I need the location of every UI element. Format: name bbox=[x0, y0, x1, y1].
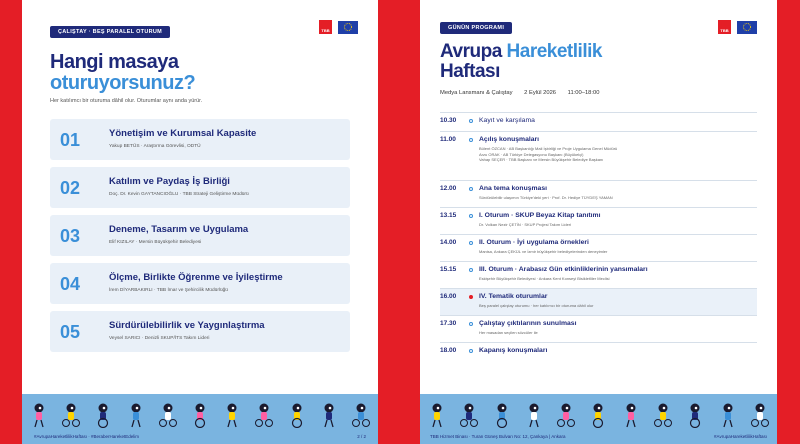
pedestrian-icon bbox=[30, 402, 48, 428]
agenda-list bbox=[440, 112, 757, 360]
event-type: Medya Lansmanı & Çalıştay bbox=[440, 90, 513, 96]
pedestrian-icon bbox=[428, 402, 446, 428]
pedestrian-icon bbox=[223, 402, 241, 428]
event-title bbox=[440, 42, 602, 82]
agenda-detail: Manisa, Ankara ÇEKÜL ve İzmir büyükşehir belediyelerinden deneyimler bbox=[479, 249, 608, 254]
tbb-logo: TBB bbox=[319, 20, 332, 34]
session-number: 04 bbox=[60, 274, 81, 294]
agenda-bullet-icon bbox=[469, 119, 473, 123]
eu-flag-logo bbox=[338, 21, 358, 34]
session-title: Yönetişim ve Kurumsal Kapasite bbox=[109, 128, 257, 139]
title-word-1: Avrupa bbox=[440, 41, 502, 62]
agenda-bullet-icon bbox=[469, 214, 473, 218]
agenda-bullet-icon bbox=[469, 268, 473, 272]
cyclist-icon bbox=[159, 402, 177, 428]
pedestrian-icon bbox=[622, 402, 640, 428]
agenda-title: II. Oturum · İyi uygulama örnekleri bbox=[479, 239, 589, 246]
agenda-bullet-icon bbox=[469, 138, 473, 142]
cyclist-icon bbox=[460, 402, 478, 428]
agenda-bullet-icon bbox=[469, 241, 473, 245]
venue-address: TBB Hizmet Binası · Turan Güneş Bulvarı No: 12, Çankaya | Ankara bbox=[430, 434, 566, 439]
session-card bbox=[50, 263, 350, 304]
agenda-bullet-icon bbox=[469, 322, 473, 326]
session-moderator: Yakup BETÜS · Araştırma Görevlisi, ODTÜ bbox=[109, 144, 201, 149]
agenda-time: 17.30 bbox=[440, 320, 457, 327]
agenda-row bbox=[440, 180, 757, 207]
session-title: Katılım ve Paydaş İş Birliği bbox=[109, 176, 230, 187]
event-subtitle bbox=[440, 90, 609, 96]
session-card bbox=[50, 215, 350, 256]
session-list bbox=[50, 119, 350, 359]
session-title: Sürdürülebilirlik ve Yaygınlaştırma bbox=[109, 320, 265, 331]
agenda-time: 10.30 bbox=[440, 117, 457, 124]
footer-hashtag: #AvrupaHareketlilikHaftası bbox=[714, 434, 767, 439]
cyclist-icon bbox=[557, 402, 575, 428]
agenda-title: I. Oturum · SKUP Beyaz Kitap tanıtımı bbox=[479, 212, 601, 219]
agenda-title: Kayıt ve karşılama bbox=[479, 117, 535, 124]
agenda-row bbox=[440, 261, 757, 288]
agenda-detail: Dr. Volkan Nezir ÇETİN · SKUP Projesi Takım Lideri bbox=[479, 222, 572, 227]
right-page bbox=[420, 0, 777, 444]
agenda-time: 16.00 bbox=[440, 293, 457, 300]
intro-text: Her katılımcı bir oturuma dâhil olur. Oturumlar aynı anda yürür. bbox=[50, 98, 203, 104]
agenda-title: Çalıştay çıktılarının sunulması bbox=[479, 320, 577, 327]
agenda-time: 15.15 bbox=[440, 266, 457, 273]
agenda-row bbox=[440, 342, 757, 360]
left-page bbox=[22, 0, 378, 444]
program-badge: GÜNÜN PROGRAMI bbox=[440, 22, 512, 34]
session-title: Ölçme, Birlikte Öğrenme ve İyileştirme bbox=[109, 272, 283, 283]
agenda-title: Açılış konuşmaları bbox=[479, 136, 540, 143]
pedestrian-icon bbox=[320, 402, 338, 428]
section-badge: ÇALIŞTAY · BEŞ PARALEL OTURUM bbox=[50, 26, 170, 38]
agenda-detail: Eskişehir Büyükşehir Belediyesi · Ankara Kent Konseyi Bisikletliler Meclisi bbox=[479, 276, 610, 281]
title-line-2: oturuyorsunuz? bbox=[50, 72, 196, 94]
cyclist-icon bbox=[654, 402, 672, 428]
agenda-time: 12.00 bbox=[440, 185, 457, 192]
agenda-title: Ana tema konuşması bbox=[479, 185, 547, 192]
session-card bbox=[50, 119, 350, 160]
session-moderator: İrem DİYARBAKIRLI · TBB İmar ve Şehircilik Müdürlüğü bbox=[109, 288, 228, 293]
agenda-detail: Bülent ÖZCAN · AB Başkanlığı Mali İşbirliği ve Proje Uygulama Genel Müdürü bbox=[479, 146, 618, 151]
eu-flag-logo bbox=[737, 21, 757, 34]
cyclist-icon bbox=[255, 402, 273, 428]
agenda-title: IV. Tematik oturumlar bbox=[479, 293, 548, 300]
pedestrian-icon bbox=[127, 402, 145, 428]
mobility-figures bbox=[428, 398, 769, 428]
session-moderator: Elif KIZILAY · Mersin Büyükşehir Belediyesi bbox=[109, 240, 202, 245]
logo-group bbox=[319, 20, 358, 34]
cyclist-icon bbox=[62, 402, 80, 428]
pedestrian-icon bbox=[719, 402, 737, 428]
agenda-bullet-icon bbox=[469, 349, 473, 353]
agenda-row bbox=[440, 315, 757, 342]
agenda-time: 13.15 bbox=[440, 212, 457, 219]
agenda-row bbox=[440, 112, 757, 131]
agenda-time: 18.00 bbox=[440, 347, 457, 354]
session-moderator: Doç. Dr. Kevin GAYTANCIOĞLU · TBB Strateji Geliştirme Müdürü bbox=[109, 192, 249, 197]
agenda-time: 14.00 bbox=[440, 239, 457, 246]
title-line-1: Hangi masaya bbox=[50, 51, 179, 73]
wheelchair-user-icon bbox=[493, 402, 511, 428]
illustration-footer bbox=[22, 394, 378, 444]
agenda-title: III. Oturum · Arabasız Gün etkinliklerinin yansımaları bbox=[479, 266, 648, 273]
session-moderator: Veysel SARICI · Denizli SKUP/İTS Takım Lideri bbox=[109, 336, 210, 341]
wheelchair-user-icon bbox=[686, 402, 704, 428]
agenda-detail: Arzu ORAK · AB Türkiye Delegasyonu Başkanı (Büyükelçi) bbox=[479, 151, 584, 157]
agenda-row bbox=[440, 234, 757, 261]
pedestrian-icon bbox=[525, 402, 543, 428]
mobility-figures bbox=[30, 398, 370, 428]
agenda-detail: Her masadan seçilen sözcüler ile bbox=[479, 330, 538, 335]
agenda-time: 11.00 bbox=[440, 136, 456, 143]
footer-hashtags: #AvrupaHareketlilikHaftası · #BeraberHareketEdelim bbox=[34, 434, 139, 439]
cyclist-icon bbox=[751, 402, 769, 428]
wheelchair-user-icon bbox=[288, 402, 306, 428]
title-word-3: Haftası bbox=[440, 61, 500, 82]
session-number: 01 bbox=[60, 130, 81, 150]
agenda-row bbox=[440, 207, 757, 234]
wheelchair-user-icon bbox=[589, 402, 607, 428]
title-word-2: Hareketlilik bbox=[506, 41, 602, 62]
agenda-detail: Sürdürülebilir ulaşımın Türkiye'deki yeri · Prof. Dr. Hediye TÜYDEŞ YAMAN bbox=[479, 195, 613, 200]
event-hours: 11:00–18:00 bbox=[567, 90, 600, 96]
page-number: 2 / 2 bbox=[357, 434, 366, 439]
agenda-detail: Vahap SEÇER · TBB Başkanı ve Mersin Büyükşehir Belediye Başkanı bbox=[479, 157, 604, 162]
tbb-logo: TBB bbox=[718, 20, 731, 34]
cyclist-icon bbox=[352, 402, 370, 428]
agenda-row bbox=[440, 288, 757, 315]
agenda-detail: Beş paralel çalıştay oturumu · her katılımcı bir oturuma dâhil olur bbox=[479, 303, 594, 308]
wheelchair-user-icon bbox=[94, 402, 112, 428]
session-title: Deneme, Tasarım ve Uygulama bbox=[109, 224, 249, 235]
page-title bbox=[50, 52, 195, 94]
logo-group bbox=[718, 20, 757, 34]
agenda-bullet-icon bbox=[469, 187, 473, 191]
illustration-footer bbox=[420, 394, 777, 444]
session-number: 05 bbox=[60, 322, 81, 342]
session-number: 02 bbox=[60, 178, 81, 198]
wheelchair-user-icon bbox=[191, 402, 209, 428]
session-number: 03 bbox=[60, 226, 81, 246]
session-card bbox=[50, 167, 350, 208]
event-date: 2 Eylül 2026 bbox=[524, 90, 557, 96]
agenda-bullet-icon bbox=[469, 295, 473, 299]
agenda-title: Kapanış konuşmaları bbox=[479, 347, 548, 354]
agenda-row bbox=[440, 131, 757, 180]
session-card bbox=[50, 311, 350, 352]
